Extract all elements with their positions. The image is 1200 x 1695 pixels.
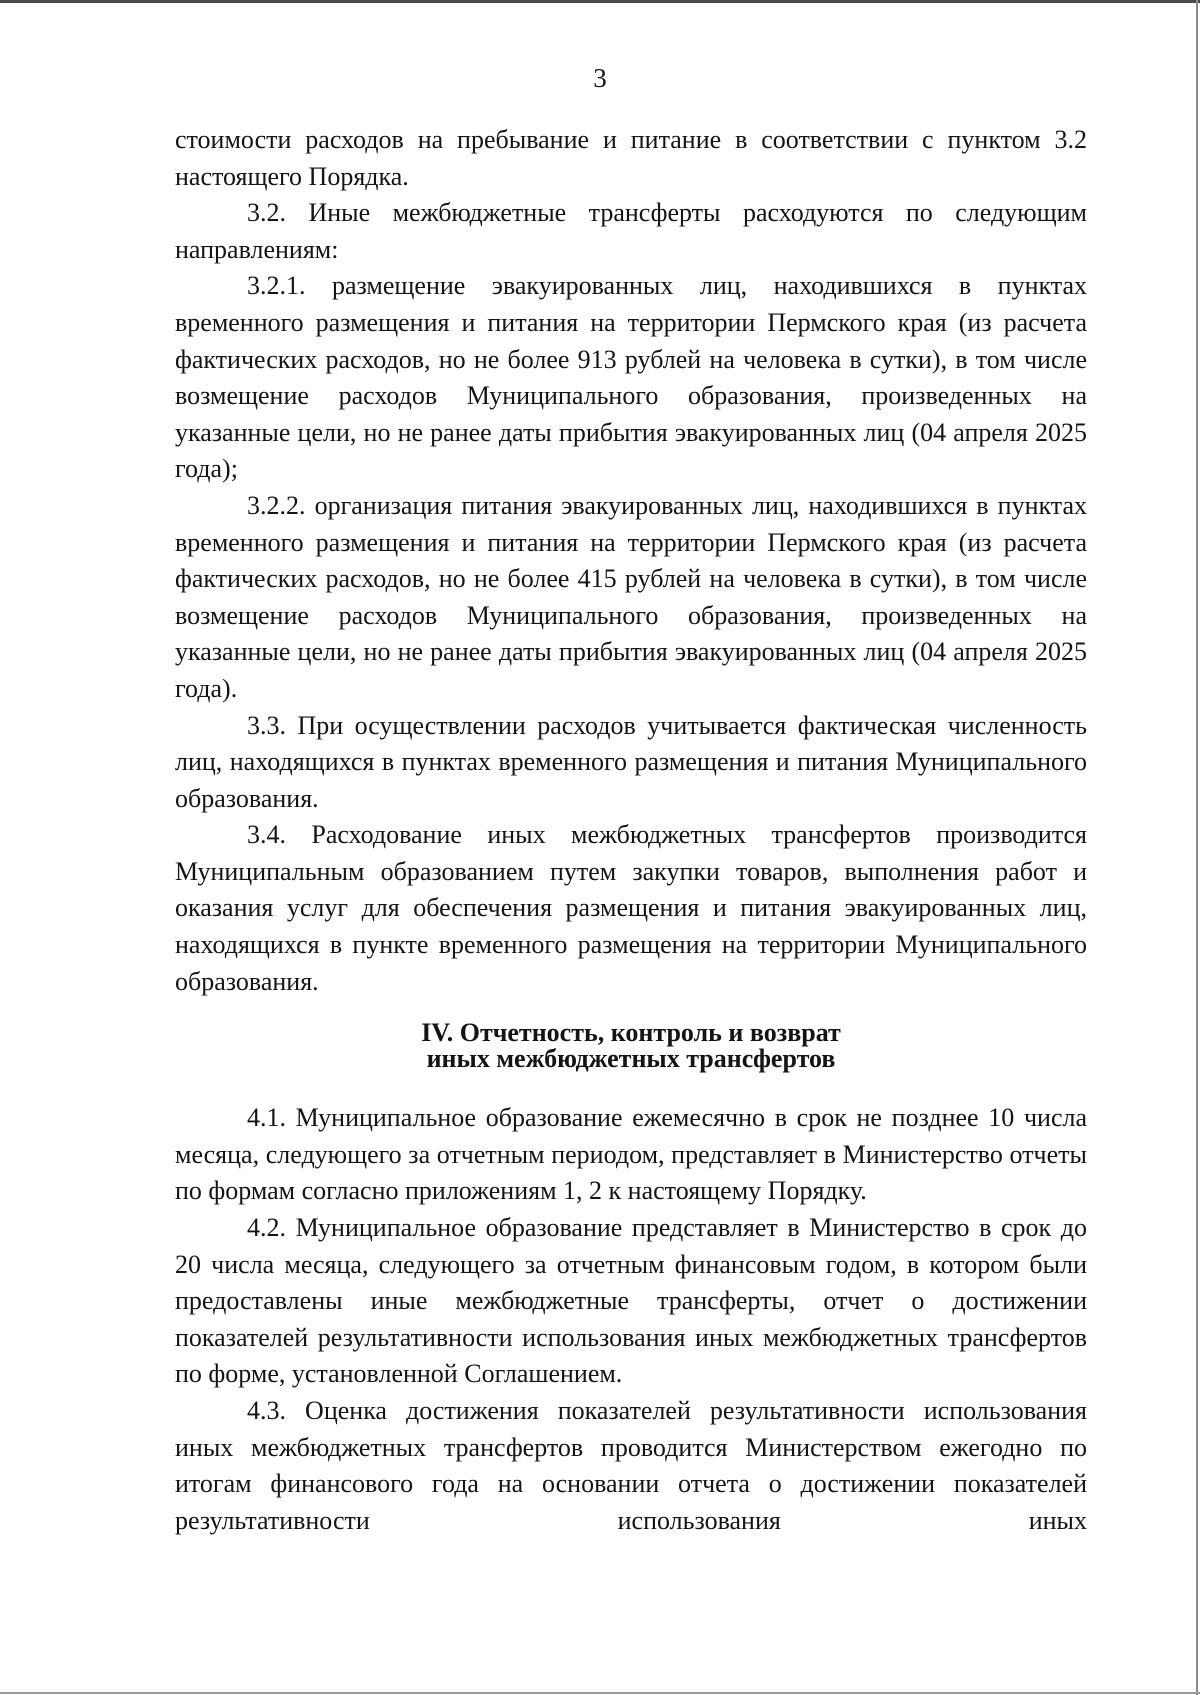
document-body (175, 122, 1087, 1539)
page-number: 3 (593, 63, 607, 93)
paragraph: 3.2.1. размещение эвакуированных лиц, находившихся в пунктах временного размещения и питания на территории Пермского края (из расчета фактических расходов, но не более 913 рублей на человека в сутки), в том числе возмещение расходов Муниципального образования, произведенных на указанные цели, но не ранее даты прибытия эвакуированных лиц (04 апреля 2025 года); (175, 271, 1087, 484)
section-iii-paragraphs (175, 122, 1087, 1000)
paragraph: стоимости расходов на пребывание и питание в соответствии с пунктом 3.2 настоящего Порядка. (175, 125, 1087, 191)
section-heading-line-2: иных межбюджетных трансфертов (426, 1044, 836, 1074)
paragraph: 3.2.2. организация питания эвакуированных лиц, находившихся в пунктах временного размещения и питания на территории Пермского края (из расчета фактических расходов, но не более 415 рублей на человека в сутки), в том числе возмещение расходов Муниципального образования, произведенных на указанные цели, но не ранее даты прибытия эвакуированных лиц (04 апреля 2025 года). (175, 490, 1087, 703)
section-iv-paragraphs (175, 1100, 1087, 1539)
paragraph: 3.3. При осуществлении расходов учитывается фактическая численность лиц, находящихся в пунктах временного размещения и питания Муниципального образования. (175, 710, 1087, 813)
section-heading-line-1: IV. Отчетность, контроль и возврат (421, 1018, 841, 1048)
scan-edge-right (1196, 0, 1198, 1695)
paragraph: 4.2. Муниципальное образование представляет в Министерство в срок до 20 числа месяца, следующего за отчетным финансовым годом, в котором были предоставлены иные межбюджетные трансферты, отчет о достижении показателей результативности использования иных межбюджетных трансфертов по форме, установленной Соглашением. (175, 1213, 1087, 1389)
paragraph: 4.3. Оценка достижения показателей результативности использования иных межбюджетных трансфертов проводится Министерством ежегодно по итогам финансового года на основании отчета о достижении показателей результативности использования иных (175, 1396, 1087, 1535)
paragraph: 3.4. Расходование иных межбюджетных трансфертов производится Муниципальным образованием путем закупки товаров, выполнения работ и оказания услуг для обеспечения размещения и питания эвакуированных лиц, находящихся в пункте временного размещения на территории Муниципального образования. (175, 820, 1087, 996)
section-heading (175, 1020, 1087, 1072)
scan-edge-bottom (0, 1692, 1200, 1694)
scan-edge-top (0, 0, 1200, 3)
paragraph: 3.2. Иные межбюджетные трансферты расходуются по следующим направлениям: (175, 198, 1087, 264)
paragraph: 4.1. Муниципальное образование ежемесячно в срок не позднее 10 числа месяца, следующего за отчетным периодом, представляет в Министерство отчеты по формам согласно приложениям 1, 2 к настоящему Порядку. (175, 1103, 1087, 1206)
